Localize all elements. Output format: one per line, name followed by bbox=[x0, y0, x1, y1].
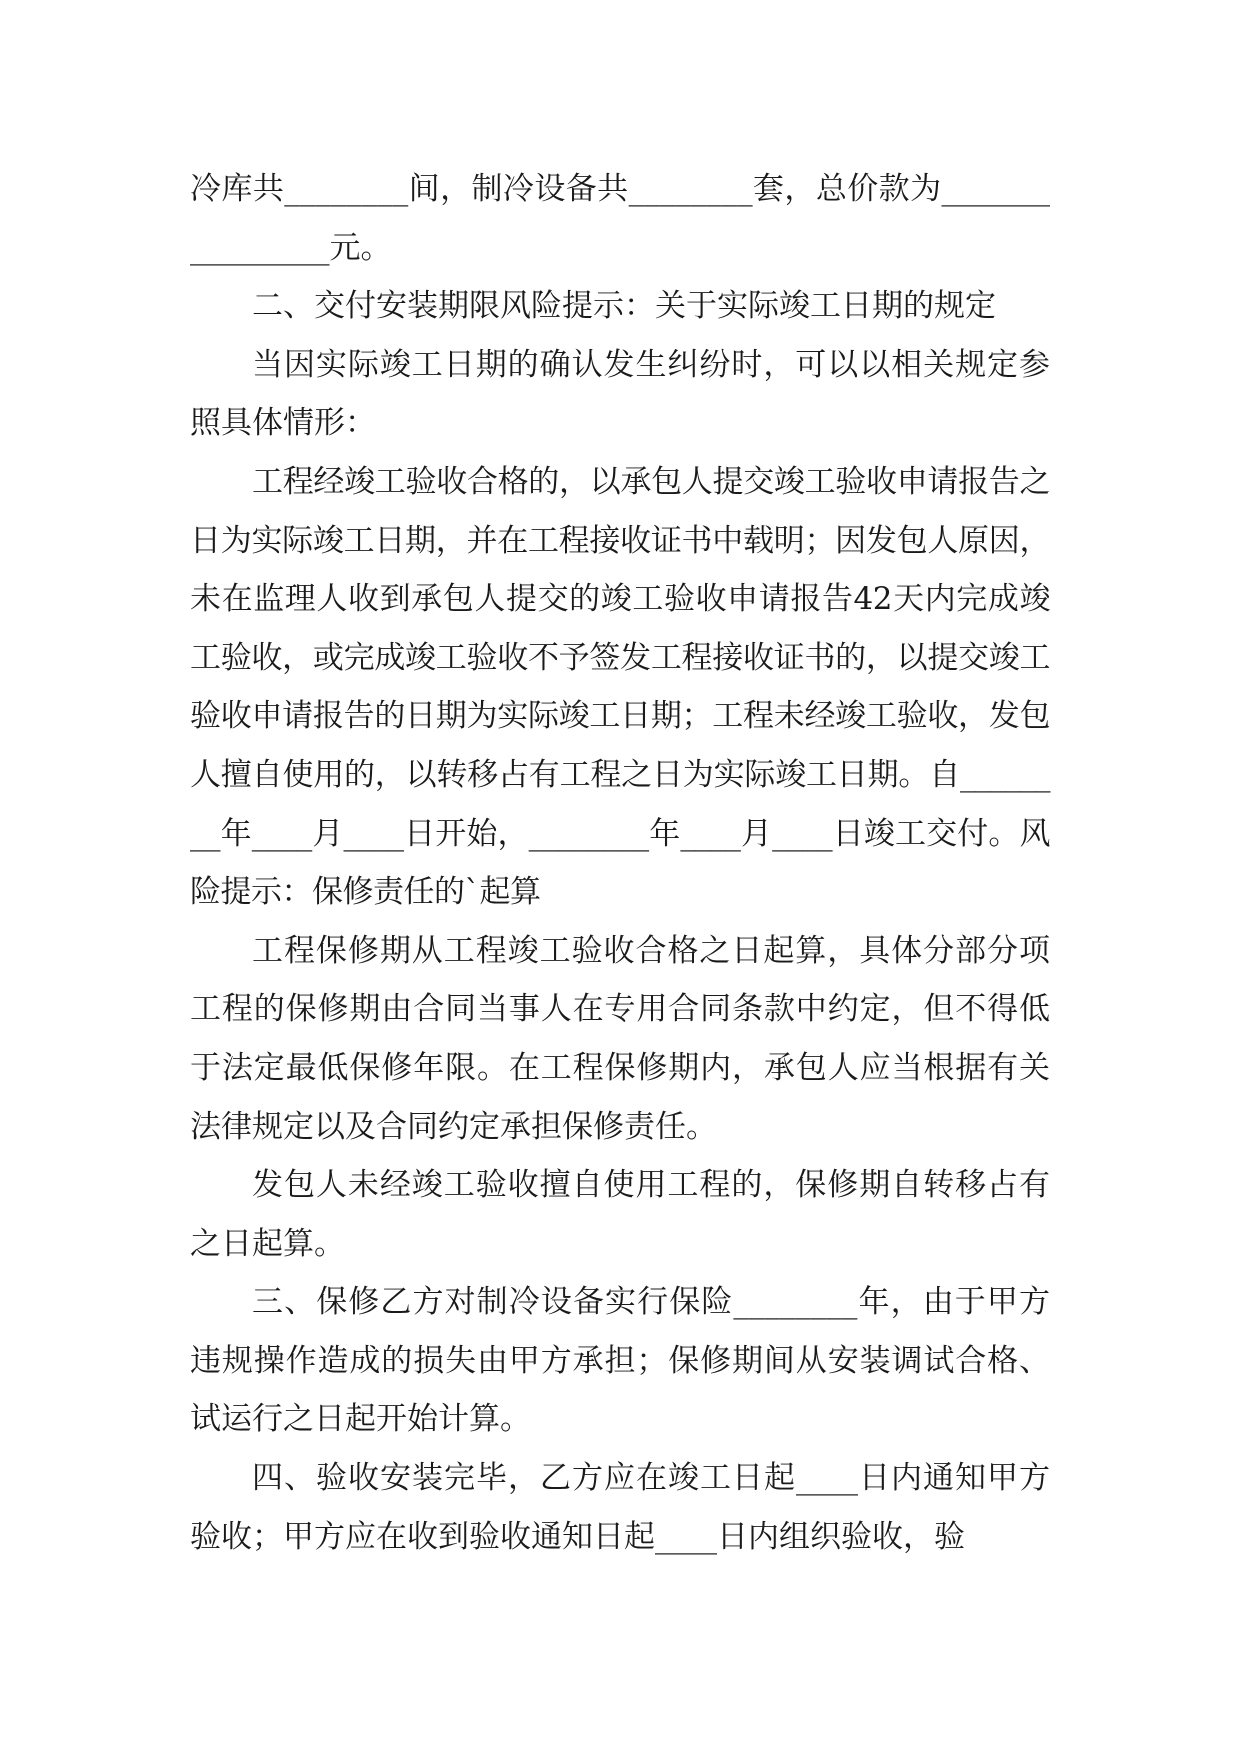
paragraph-dispute-rule: 当因实际竣工日期的确认发生纠纷时，可以以相关规定参照具体情形： bbox=[190, 346, 1050, 442]
document-body bbox=[190, 160, 1050, 1566]
paragraph-unaccepted-use: 发包人未经竣工验收擅自使用工程的，保修期自转移占有之日起算。 bbox=[190, 1167, 1050, 1262]
paragraph-acceptance-clause: 四、验收安装完毕，乙方应在竣工日起____日内通知甲方验收；甲方应在收到验收通知日起____日内组织验收，验 bbox=[190, 1460, 1050, 1555]
paragraph-completion-date: 工程经竣工验收合格的，以承包人提交竣工验收申请报告之日为实际竣工日期，并在工程接收证书中载明；因发包人原因，未在监理人收到承包人提交的竣工验收申请报告42天内完成竣工验收，或完成竣工验收不予签发工程接收证书的，以提交竣工验收申请报告的日期为实际竣工日期；工程未经竣工验收，发包人擅自使用的，以转移占有工程之日为实际竣工日期。自________年____月____日开始，________年____月____日竣工交付。风险提示：保修责任的`起算 bbox=[190, 463, 1050, 911]
paragraph-warranty-period: 工程保修期从工程竣工验收合格之日起算，具体分部分项工程的保修期由合同当事人在专用合同条款中约定，但不得低于法定最低保修年限。在工程保修期内，承包人应当根据有关法律规定以及合同约定承担保修责任。 bbox=[190, 932, 1050, 1145]
paragraph-warranty-clause: 三、保修乙方对制冷设备实行保险________年，由于甲方违规操作造成的损失由甲方承担；保修期间从安装调试合格、试运行之日起开始计算。 bbox=[190, 1284, 1050, 1438]
paragraph-quantity-price: 冷库共________间，制冷设备共________套，总价款为________________元。 bbox=[190, 171, 1050, 266]
heading-delivery-period: 二、交付安装期限风险提示：关于实际竣工日期的规定 bbox=[252, 288, 996, 325]
